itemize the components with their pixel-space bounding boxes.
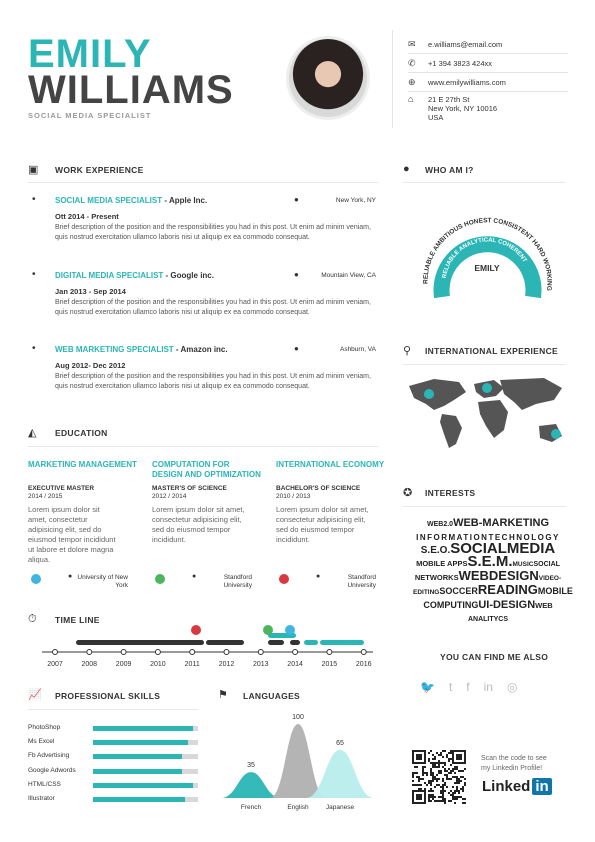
medal-icon bbox=[279, 574, 289, 584]
interest-tag: SOCIALMEDIA bbox=[450, 540, 556, 557]
skill-name: PhotoShop bbox=[28, 724, 61, 731]
timeline-dot bbox=[190, 650, 195, 655]
timeline-dot bbox=[121, 650, 126, 655]
timeline-year: 2008 bbox=[81, 661, 98, 668]
email-icon: ✉ bbox=[408, 38, 416, 49]
interests-title: INTERESTS bbox=[425, 488, 476, 498]
timeline-dot bbox=[258, 650, 263, 655]
job-company: - Google inc. bbox=[163, 271, 214, 280]
location-pin-icon: ● bbox=[294, 195, 299, 204]
interest-tag: UI-DESIGN bbox=[478, 599, 536, 611]
language-label: Japanese bbox=[325, 804, 355, 811]
edu-degree: BACHELOR'S OF SCIENCE bbox=[276, 485, 361, 492]
last-name: WILLIAMS bbox=[28, 68, 234, 112]
skill-bar bbox=[93, 740, 198, 745]
briefcase-icon: ▣ bbox=[28, 164, 39, 176]
language-label: French bbox=[240, 804, 262, 811]
home-icon: ⌂ bbox=[408, 94, 414, 104]
edu-years: 2014 / 2015 bbox=[28, 493, 63, 500]
facebook-icon[interactable]: f bbox=[466, 680, 470, 694]
job-bullet: • bbox=[32, 194, 36, 205]
interest-row bbox=[413, 611, 563, 625]
contact-address: ⌂ 21 E 27th St New York, NY 10016 USA bbox=[408, 94, 498, 122]
timeline-year: 2014 bbox=[287, 661, 303, 668]
timeline-dot bbox=[327, 650, 332, 655]
svg-text:RELIABLE AMBITIOUS HONEST: RELIABLE AMBITIOUS HONEST CONSISTENT HARD WORKING bbox=[422, 217, 553, 292]
interest-tag: EDITING bbox=[413, 589, 440, 596]
job-heading bbox=[55, 345, 228, 354]
skill-name: Google Adwords bbox=[28, 766, 76, 774]
interest-tag: MOBILE bbox=[537, 586, 573, 596]
languages-title: LANGUAGES bbox=[243, 691, 301, 701]
job-title: SOCIAL MEDIA SPECIALIST bbox=[28, 111, 152, 120]
edu-description: Lorem ipsum dolor sit amet, consectetur adipisicing elit, sed do eiusmod tempor incididunt ut labore et dolore magna aliqua. bbox=[28, 505, 116, 564]
intl-divider bbox=[403, 364, 566, 365]
find-me-title: YOU CAN FIND ME ALSO bbox=[440, 652, 549, 662]
edu-degree: MASTER'S OF SCIENCE bbox=[152, 485, 227, 492]
location-pin-icon: ● bbox=[316, 573, 321, 580]
location-pin-icon: ● bbox=[294, 344, 299, 353]
timeline-year: 2011 bbox=[184, 661, 200, 668]
skill-fill bbox=[93, 797, 185, 802]
language-value: 65 bbox=[336, 739, 344, 747]
interest-tag: WEBDESIGN bbox=[458, 568, 539, 583]
location-pin-icon: ● bbox=[294, 270, 299, 279]
edu-program: MARKETING MANAGEMENT bbox=[28, 460, 137, 469]
svg-text:RELIABLE ANALYTICAL COHE: RELIABLE ANALYTICAL COHERENT bbox=[441, 237, 528, 279]
job-dates: Aug 2012- Dec 2012 bbox=[55, 361, 126, 370]
globe-icon: ⊕ bbox=[408, 76, 416, 87]
skill-bar bbox=[93, 797, 198, 802]
twitter-icon[interactable]: 🐦 bbox=[420, 680, 435, 694]
linkedin-logo[interactable]: Linked in bbox=[482, 778, 552, 795]
edu-school: Standford University bbox=[223, 574, 252, 589]
skill-name: Fb Advertising bbox=[28, 752, 70, 760]
language-peak bbox=[270, 724, 326, 798]
job-description: Brief description of the position and the responsibilities you had in this post. Ut enim ad minim veniam, quis nostrud exercitation ullamco laboris nisi ut aliquip ex ea commodo consequat. bbox=[55, 224, 371, 241]
skill-bar bbox=[93, 769, 198, 774]
job-description: Brief description of the position and the responsibilities you had in this post. Ut enim ad minim veniam, quis nostrud exercitation ullamco laboris nisi ut aliquip ex ea commodo consequat. bbox=[55, 299, 371, 316]
education-divider bbox=[28, 446, 378, 447]
interest-row bbox=[413, 598, 563, 611]
location-pin-icon: ● bbox=[68, 573, 73, 580]
location-pin-icon: ● bbox=[192, 573, 197, 580]
medal-icon bbox=[31, 574, 41, 584]
chart-icon: 📈 bbox=[28, 689, 42, 701]
interest-tag: VIDEO- bbox=[538, 575, 562, 582]
work-divider bbox=[28, 182, 378, 183]
svg-text:EMILY: EMILY bbox=[474, 263, 500, 273]
qr-caption: Scan the code to see my Linkedin Profile! bbox=[481, 755, 547, 772]
job-title: SOCIAL MEDIA SPECIALIST bbox=[55, 196, 163, 205]
world-map bbox=[404, 374, 569, 454]
flag-icon: ⚑ bbox=[218, 689, 228, 701]
stopwatch-icon: ⏱ bbox=[28, 613, 37, 625]
interest-tag: READING bbox=[477, 582, 538, 597]
interest-tag: INFORMATIONTECHNOLOGY bbox=[416, 533, 560, 542]
skill-fill bbox=[93, 769, 182, 774]
interest-tag: ANALITYCS bbox=[467, 616, 509, 623]
timeline-dot bbox=[87, 650, 92, 655]
first-name: EMILY bbox=[28, 32, 152, 76]
job-bullet: • bbox=[32, 343, 36, 354]
interests-divider bbox=[403, 506, 566, 507]
interests-cloud bbox=[413, 516, 573, 625]
interest-tag: MUSIC bbox=[512, 561, 534, 568]
timeline-title: TIME LINE bbox=[55, 615, 100, 625]
person-icon: ● bbox=[403, 163, 410, 175]
timeline-year: 2013 bbox=[253, 661, 269, 668]
profile-photo bbox=[286, 36, 370, 120]
interest-tag: COMPUTING bbox=[423, 600, 479, 610]
job-heading bbox=[55, 196, 207, 205]
edu-years: 2012 / 2014 bbox=[152, 493, 187, 500]
job-dates: Ott 2014 - Present bbox=[55, 212, 119, 221]
tumblr-icon[interactable]: t bbox=[448, 680, 453, 694]
education-title: EDUCATION bbox=[55, 428, 108, 438]
languages-chart bbox=[215, 712, 380, 818]
edu-years: 2010 / 2013 bbox=[276, 493, 311, 500]
interest-row bbox=[413, 582, 573, 598]
skill-bar bbox=[93, 754, 198, 759]
job-heading bbox=[55, 271, 214, 280]
interest-tag: WEB bbox=[535, 601, 553, 610]
skill-name: HTML/CSS bbox=[28, 780, 61, 788]
header-divider bbox=[392, 30, 393, 128]
timeline-year: 2010 bbox=[150, 661, 166, 668]
language-value: 100 bbox=[292, 714, 304, 721]
interest-tag: S.E.O. bbox=[420, 545, 451, 556]
job-location: Ashburn, VA bbox=[339, 346, 376, 353]
medal-icon bbox=[155, 574, 165, 584]
job-company: - Apple Inc. bbox=[162, 196, 208, 205]
phone-icon: ✆ bbox=[408, 57, 416, 68]
who-divider bbox=[403, 182, 566, 183]
interest-tag: MOBILE APPS bbox=[416, 559, 468, 568]
skill-bar bbox=[93, 783, 198, 788]
map-pin-icon: ⚲ bbox=[403, 345, 412, 357]
dribbble-icon[interactable]: ◎ bbox=[506, 680, 518, 694]
job-bullet: • bbox=[32, 269, 36, 280]
graduation-cap-icon: ◭ bbox=[28, 427, 37, 439]
job-company: - Amazon inc. bbox=[173, 345, 228, 354]
timeline-dot bbox=[53, 650, 58, 655]
edu-school: Standford University bbox=[347, 574, 376, 589]
social-icons bbox=[420, 680, 517, 694]
job-title: WEB MARKETING SPECIALIST bbox=[55, 345, 174, 354]
who-title: WHO AM I? bbox=[425, 165, 474, 175]
work-title: WORK EXPERIENCE bbox=[55, 165, 144, 175]
edu-degree: EXECUTIVE MASTER bbox=[28, 485, 95, 492]
interest-tag: S.E.M. bbox=[467, 553, 513, 570]
interest-tag: WEB2.0 bbox=[427, 521, 454, 528]
language-value: 35 bbox=[247, 762, 255, 770]
timeline-year: 2012 bbox=[218, 661, 235, 668]
contact-phone: ✆ +1 394 3823 424xx bbox=[408, 54, 568, 73]
edu-program: INTERNATIONAL ECONOMY bbox=[276, 460, 385, 469]
edu-program: COMPUTATION FOR DESIGN AND OPTIMIZATION bbox=[152, 460, 261, 479]
job-location: Mountain View, CA bbox=[321, 272, 376, 279]
language-label: English bbox=[287, 804, 309, 811]
skills-title: PROFESSIONAL SKILLS bbox=[55, 691, 161, 701]
star-icon: ✪ bbox=[403, 487, 413, 499]
timeline-dot bbox=[224, 650, 229, 655]
skill-bar bbox=[93, 726, 198, 731]
job-dates: Jan 2013 - Sep 2014 bbox=[55, 287, 126, 296]
skill-fill bbox=[93, 754, 182, 759]
skill-fill bbox=[93, 783, 193, 788]
job-title: DIGITAL MEDIA SPECIALIST bbox=[55, 271, 164, 280]
skill-name: Ms Excel bbox=[28, 738, 55, 746]
skills-divider bbox=[28, 709, 198, 710]
skill-name: Illustrator bbox=[28, 795, 55, 802]
timeline-dot bbox=[155, 650, 160, 655]
timeline-year: 2015 bbox=[321, 661, 338, 668]
timeline-year: 2007 bbox=[47, 661, 63, 668]
interest-tag: SOCIAL bbox=[533, 561, 560, 568]
contact-website[interactable]: ⊕ www.emilywilliams.com bbox=[408, 73, 568, 92]
interest-tag: WEB-MARKETING bbox=[453, 517, 549, 529]
edu-description: Lorem ipsum dolor sit amet, consectetur adipisicing elit, sed do eiusmod tempor incididunt. bbox=[152, 505, 245, 544]
linkedin-icon[interactable]: in bbox=[483, 680, 493, 694]
who-am-i-chart bbox=[410, 195, 565, 310]
contact-email[interactable]: ✉ e.williams@email.com bbox=[408, 35, 568, 54]
timeline-dot bbox=[361, 650, 366, 655]
interest-tag: NETWORKS bbox=[414, 573, 459, 582]
job-location: New York, NY bbox=[335, 197, 376, 204]
timeline-dot bbox=[293, 650, 298, 655]
language-peak bbox=[221, 772, 281, 798]
interest-tag: SOCCER bbox=[439, 586, 478, 596]
qr-code[interactable] bbox=[410, 748, 468, 806]
timeline-year: 2016 bbox=[355, 661, 372, 668]
timeline-year: 2009 bbox=[115, 661, 132, 668]
skill-fill bbox=[93, 740, 188, 745]
edu-description: Lorem ipsum dolor sit amet, consectetur adipisicing elit, sed do eiusmod tempor incididunt. bbox=[276, 505, 369, 544]
intl-title: INTERNATIONAL EXPERIENCE bbox=[425, 346, 558, 356]
skill-fill bbox=[93, 726, 193, 731]
edu-school: University of New York bbox=[77, 574, 128, 589]
interest-row bbox=[413, 516, 563, 530]
timeline-chart bbox=[28, 620, 380, 672]
job-description: Brief description of the position and the responsibilities you had in this post. Ut enim ad minim veniam, quis nostrud exercitation ullamco laboris nisi ut aliquip ex ea commodo consequat. bbox=[55, 373, 371, 390]
